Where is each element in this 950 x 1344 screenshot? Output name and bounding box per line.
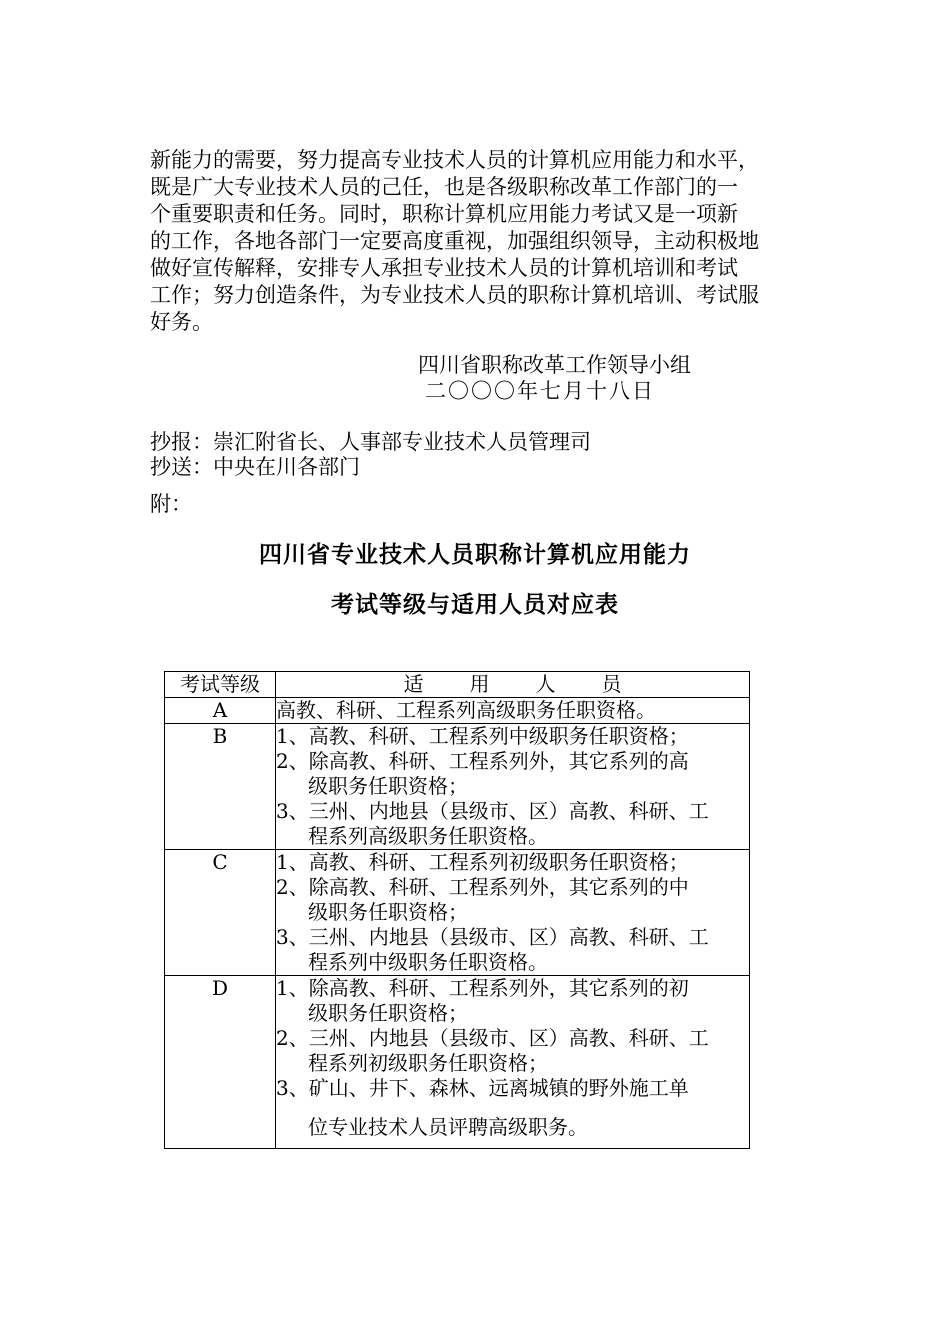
people-cell	[276, 724, 750, 850]
people-line: 级职务任职资格；	[308, 900, 468, 924]
people-cell	[276, 976, 750, 1149]
paragraph-line: 既是广大专业技术人员的己任，也是各级职称改革工作部门的一	[150, 175, 738, 199]
cc-send: 抄送：中央在川各部门	[150, 455, 360, 479]
signature-date: 二〇〇〇年七月十八日	[425, 379, 655, 403]
people-line: 程系列初级职务任职资格；	[308, 1051, 548, 1075]
paragraph-line: 工作；努力创造条件，为专业技术人员的职称计算机培训、考试服	[150, 283, 759, 307]
attachment-label: 附：	[150, 492, 192, 516]
grade-cell: D	[165, 976, 276, 1149]
table-title-line-2: 考试等级与适用人员对应表	[331, 592, 619, 618]
table-row	[165, 976, 750, 1149]
grade-cell: C	[165, 850, 276, 976]
table-row	[165, 698, 750, 724]
table-header-row	[165, 672, 750, 698]
people-line: 2、除高教、科研、工程系列外，其它系列的中	[276, 875, 689, 899]
paragraph-line: 做好宣传解释，安排专人承担专业技术人员的计算机培训和考试	[150, 256, 738, 280]
table-row	[165, 724, 750, 850]
cc-report: 抄报：崇汇附省长、人事部专业技术人员管理司	[150, 430, 591, 454]
paragraph-line: 新能力的需要，努力提高专业技术人员的计算机应用能力和水平，	[150, 148, 759, 172]
people-cell	[276, 698, 750, 724]
paragraph-line: 个重要职责和任务。同时，职称计算机应用能力考试又是一项新	[150, 202, 738, 226]
table-title-line-1: 四川省专业技术人员职称计算机应用能力	[259, 542, 691, 568]
people-line: 1、高教、科研、工程系列初级职务任职资格；	[276, 850, 689, 874]
table-row	[165, 850, 750, 976]
people-line: 1、除高教、科研、工程系列外，其它系列的初	[276, 976, 689, 1000]
header-grade: 考试等级	[165, 672, 276, 698]
people-line: 位专业技术人员评聘高级职务。	[308, 1115, 588, 1139]
paragraph-line: 的工作，各地各部门一定要高度重视，加强组织领导，主动积极地	[150, 229, 759, 253]
people-line: 3、三州、内地县（县级市、区）高教、科研、工	[276, 925, 709, 949]
people-line: 程系列高级职务任职资格。	[308, 824, 548, 848]
paragraph-line: 好务。	[150, 310, 213, 334]
people-line: 2、三州、内地县（县级市、区）高教、科研、工	[276, 1026, 709, 1050]
people-line: 2、除高教、科研、工程系列外，其它系列的高	[276, 749, 689, 773]
people-line: 级职务任职资格；	[308, 774, 468, 798]
people-line: 级职务任职资格；	[308, 1001, 468, 1025]
header-people	[276, 672, 750, 698]
people-cell	[276, 850, 750, 976]
grade-cell: B	[165, 724, 276, 850]
people-line: 高教、科研、工程系列高级职务任职资格。	[276, 698, 656, 722]
header-people-label: 适用人员	[403, 672, 668, 696]
people-line: 1、高教、科研、工程系列中级职务任职资格；	[276, 724, 689, 748]
grade-cell: A	[165, 698, 276, 724]
people-line: 3、三州、内地县（县级市、区）高教、科研、工	[276, 799, 709, 823]
people-line: 3、矿山、井下、森林、远离城镇的野外施工单	[276, 1076, 689, 1100]
signature-org: 四川省职称改革工作领导小组	[418, 353, 691, 377]
grade-table	[164, 671, 750, 1149]
people-line: 程系列中级职务任职资格。	[308, 950, 548, 974]
